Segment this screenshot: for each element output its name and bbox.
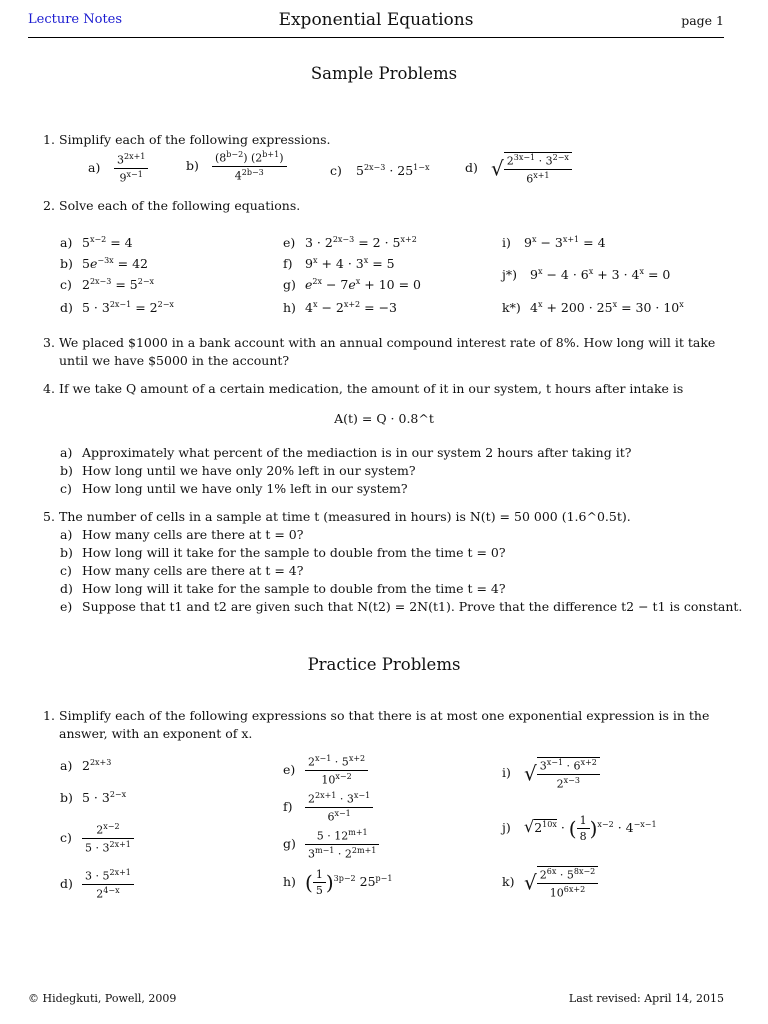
s5-b	[60, 544, 506, 561]
s1-c: c) $5^{2x-3} \cdot 25^{1-x}$	[330, 163, 430, 179]
item-label: b)	[60, 545, 73, 560]
sample-problem-3	[43, 334, 723, 374]
p1-k: k) √ $\frac{2^{6x} \cdot 5^{8x-2}}{10^{6x+2}}$	[502, 866, 598, 899]
item-label: b)	[60, 463, 73, 478]
sample-problem-4	[43, 380, 723, 400]
s2-g: g) $e^{2x} - 7e^x + 10 = 0$	[283, 277, 422, 293]
problem-text: Simplify each of the following expressions so that there is at most one exponential expression is in the answer, with an exponent of x.	[59, 708, 710, 741]
item-text: How long will it take for the sample to double from the time t = 4?	[82, 581, 506, 596]
item-label: f)	[283, 256, 293, 272]
header-lecture-notes: Lecture Notes	[28, 12, 123, 27]
p1-c: c) $\frac{2^{x-2}}{5 \cdot 3^{2x+1}}$	[60, 822, 134, 854]
s2-e: e) $3 \cdot 2^{2x-3} = 2 \cdot 5^{x+2}$	[283, 235, 417, 251]
page-header	[28, 10, 724, 32]
s2-c: c) $2^{2x-3} = 5^{2-x}$	[60, 277, 155, 293]
s2-d: d) $5 \cdot 3^{2x-1} = 2^{2-x}$	[60, 300, 174, 316]
p1-e: e) $\frac{2^{x-1} \cdot 5^{x+2}}{10^{x-2}}$	[283, 754, 368, 786]
s2-a: a) $5^{x-2} = 4$	[60, 235, 133, 251]
practice-problems-title: Practice Problems	[307, 655, 461, 674]
item-label: a)	[60, 235, 73, 251]
item-text: How long until we have only 20% left in our system?	[82, 463, 416, 478]
s1-b: b) $\frac{(8^{b-2}) (2^{b+1})}{4^{2b-3}}$	[186, 150, 287, 182]
s4-formula: A(t) = Q · 0.8^t	[334, 411, 434, 426]
sample-problem-5	[43, 508, 723, 528]
s2-i: i) $9^x - 3^{x+1} = 4$	[502, 235, 606, 251]
p1-g: g) $\frac{5 \cdot 12^{m+1}}{3^{m-1} \cdot 2^{2m+1}}$	[283, 828, 379, 860]
item-text: How many cells are there at t = 0?	[82, 527, 304, 542]
s5-e	[60, 598, 742, 615]
p1-i: i) √ $\frac{3^{x-1} \cdot 6^{x+2}}{2^{x-3}}$	[502, 757, 600, 790]
p1-d: d) $\frac{3 \cdot 5^{2x+1}}{2^{4-x}}$	[60, 868, 134, 900]
practice-problem-1	[43, 707, 723, 747]
item-label: c)	[330, 163, 342, 179]
s5-d	[60, 580, 506, 597]
p1-j: j) $√2^{10x}$ · ( $\frac{1}{8}$ )$^{x-2} \cdot 4^{-x-1}$	[502, 814, 657, 843]
item-label: e)	[283, 761, 296, 777]
p1-f: f) $\frac{2^{2x+1} \cdot 3^{x-1}}{6^{x-1}}$	[283, 791, 373, 823]
header-rule	[28, 37, 724, 38]
item-label: j)	[502, 820, 511, 835]
item-label: d)	[60, 581, 73, 596]
problem-number: 5.	[43, 509, 55, 524]
problem-text: The number of cells in a sample at time t (measured in hours) is N(t) = 50 000 (1.6^0.5t).	[59, 509, 631, 524]
item-label: b)	[60, 256, 73, 272]
item-label: h)	[283, 874, 296, 889]
s2-j: j*) $9^x - 4 \cdot 6^x + 3 \cdot 4^x = 0$	[502, 267, 671, 283]
s4-b	[60, 462, 416, 479]
item-label: d)	[60, 300, 73, 316]
s1-d: d) √ $\frac{2^{3x-1} \cdot 3^{2-x}}{6^{x+1}}$	[465, 152, 572, 185]
problem-number: 4.	[43, 381, 55, 396]
item-label: h)	[283, 300, 296, 316]
s4-a	[60, 444, 631, 461]
problem-text: Solve each of the following equations.	[59, 198, 301, 213]
problem-number: 1.	[43, 708, 55, 723]
item-label: a)	[60, 527, 73, 542]
item-label: g)	[283, 277, 296, 293]
item-label: e)	[283, 235, 296, 251]
item-label: j*)	[502, 267, 518, 283]
problem-number: 2.	[43, 198, 55, 213]
s5-c	[60, 562, 303, 579]
item-label: f)	[283, 798, 293, 814]
item-label: a)	[60, 445, 73, 460]
item-text: Approximately what percent of the mediaction is in our system 2 hours after taking it?	[82, 445, 632, 460]
p1-b: b) $5 \cdot 3^{2-x}$	[60, 790, 127, 806]
p1-a: a) $2^{2x+3}$	[60, 758, 112, 774]
document-title: Exponential Equations	[278, 10, 474, 30]
item-label: b)	[60, 790, 73, 806]
item-label: k)	[502, 874, 515, 890]
sample-problem-2	[43, 197, 723, 217]
item-label: i)	[502, 765, 511, 781]
item-label: a)	[88, 159, 101, 175]
item-label: b)	[186, 157, 199, 173]
s5-a	[60, 526, 303, 543]
s4-c	[60, 480, 408, 497]
item-label: a)	[60, 758, 73, 774]
s2-h: h) $4^x - 2^{x+2} = -3$	[283, 300, 398, 316]
item-text: Suppose that t1 and t2 are given such that N(t2) = 2N(t1). Prove that the difference t2 − t1 is constant.	[82, 599, 743, 614]
footer-copyright: © Hidegkuti, Powell, 2009	[28, 992, 177, 1005]
item-text: How many cells are there at t = 4?	[82, 563, 304, 578]
p1-h: h) ( $\frac{1}{5}$ )$^{3p-2}$ $25^{p-1}$	[283, 868, 393, 897]
page-number: page 1	[681, 13, 724, 28]
problem-text: If we take Q amount of a certain medication, the amount of it in our system, t hours after intake is	[59, 381, 684, 396]
footer-last-revised: Last revised: April 14, 2015	[568, 992, 724, 1005]
problem-text: Simplify each of the following expressions.	[59, 132, 331, 147]
problem-text: We placed $1000 in a bank account with an annual compound interest rate of 8%. How long will it take until we have $5000 in the account?	[59, 335, 716, 368]
s2-b: b) $5e^{-3x} = 42$	[60, 256, 148, 272]
item-label: c)	[60, 829, 72, 845]
item-label: e)	[60, 599, 73, 614]
s2-k: k*) $4^x + 200 \cdot 25^x = 30 \cdot 10^x$	[502, 300, 684, 316]
s2-f: f) $9^x + 4 \cdot 3^x = 5$	[283, 256, 395, 272]
item-label: c)	[60, 481, 72, 496]
item-text: How long will it take for the sample to double from the time t = 0?	[82, 545, 506, 560]
sample-problems-title: Sample Problems	[310, 64, 458, 83]
item-label: g)	[283, 835, 296, 851]
item-text: How long until we have only 1% left in our system?	[82, 481, 408, 496]
item-label: i)	[502, 235, 511, 251]
item-label: d)	[60, 875, 73, 891]
problem-number: 3.	[43, 335, 55, 350]
item-label: k*)	[502, 300, 521, 316]
problem-number: 1.	[43, 132, 55, 147]
item-label: c)	[60, 277, 72, 293]
item-label: c)	[60, 563, 72, 578]
item-label: d)	[465, 160, 478, 176]
s1-a: a) $\frac{3^{2x+1}}{9^{x-1}}$	[88, 152, 148, 184]
